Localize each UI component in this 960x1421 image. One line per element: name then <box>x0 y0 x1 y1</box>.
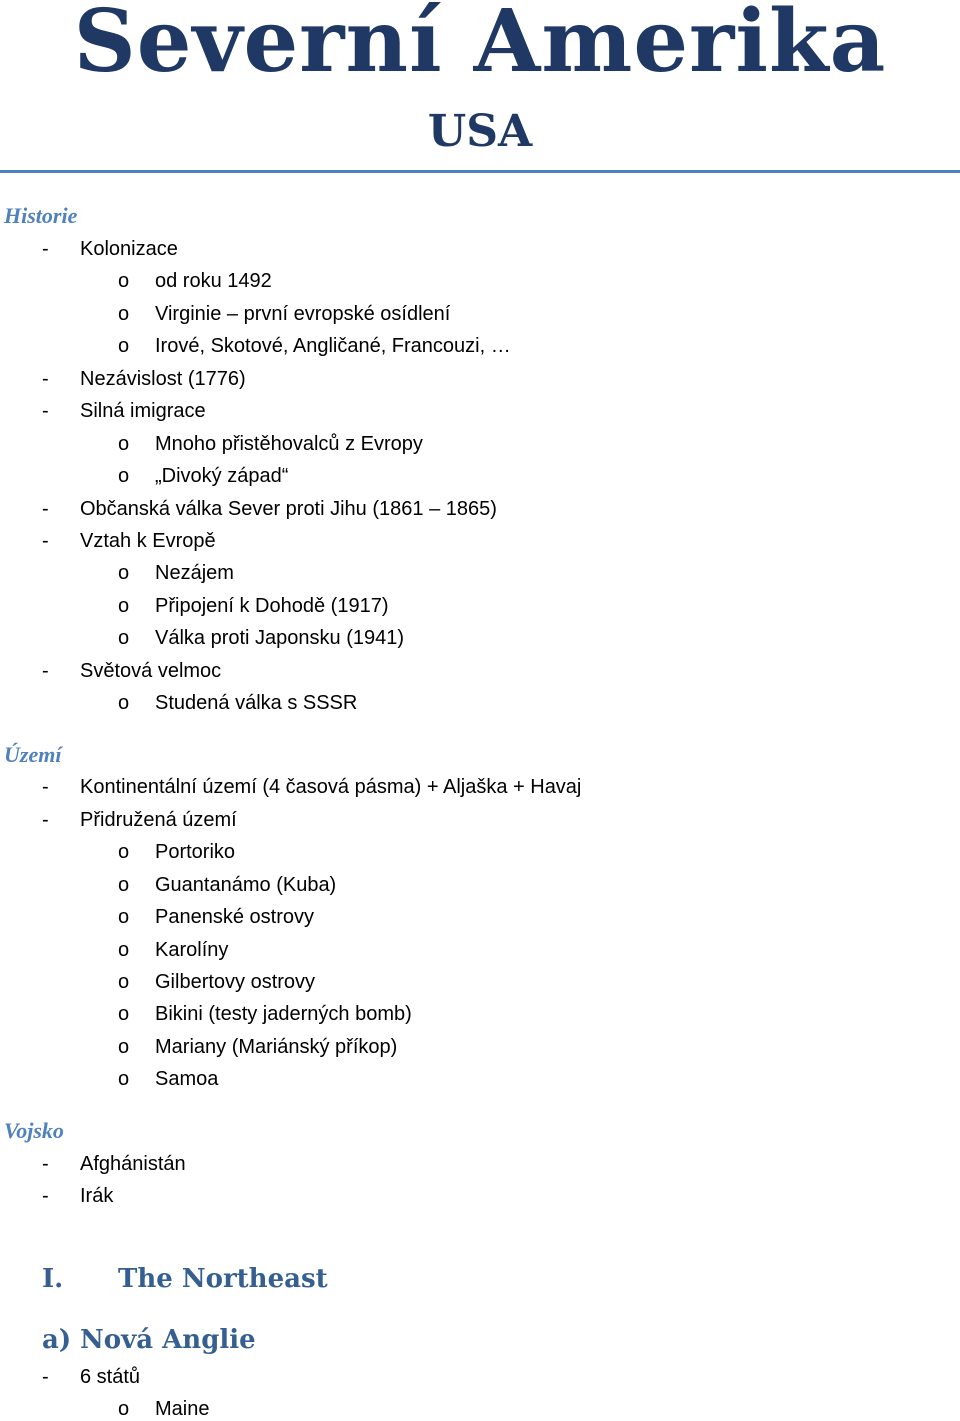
list-item: Občanská válka Sever proti Jihu (1861 – 1865) <box>80 498 497 520</box>
circle-bullet: o <box>118 270 130 292</box>
heading-nova-anglie: Nová Anglie <box>80 1325 256 1355</box>
circle-bullet: o <box>118 906 130 928</box>
document-subtitle: USA <box>427 106 533 157</box>
circle-bullet: o <box>118 1003 130 1025</box>
sub-list-item: Mariany (Mariánský příkop) <box>155 1036 398 1058</box>
circle-bullet: o <box>118 335 130 357</box>
list-item: Přidružená území <box>80 809 237 831</box>
circle-bullet: o <box>118 841 130 863</box>
list-item: Afghánistán <box>80 1153 186 1175</box>
dash-bullet: - <box>42 809 49 831</box>
circle-bullet: o <box>118 465 130 487</box>
list-item: Silná imigrace <box>80 400 206 422</box>
dash-bullet: - <box>42 498 49 520</box>
sub-list-item: Karolíny <box>155 939 229 961</box>
sub-list-item: od roku 1492 <box>155 270 272 292</box>
sub-list-item: Mnoho přistěhovalců z Evropy <box>155 433 423 455</box>
sub-list-item: Nezájem <box>155 562 234 584</box>
sub-list-item: Samoa <box>155 1068 219 1090</box>
list-item: Světová velmoc <box>80 660 222 682</box>
sub-list-item: „Divoký západ“ <box>155 465 289 487</box>
list-item: 6 států <box>80 1366 141 1388</box>
title-divider <box>0 170 960 173</box>
sub-list-item: Irové, Skotové, Angličané, Francouzi, … <box>155 335 511 357</box>
section-heading-historie: Historie <box>4 203 78 228</box>
sub-list-item: Válka proti Japonsku (1941) <box>155 627 405 649</box>
list-item: Irák <box>80 1185 114 1207</box>
sub-list-item: Připojení k Dohodě (1917) <box>155 595 389 617</box>
dash-bullet: - <box>42 1153 49 1175</box>
circle-bullet: o <box>118 1398 130 1420</box>
sub-list-item: Portoriko <box>155 841 236 863</box>
dash-bullet: - <box>42 530 49 552</box>
circle-bullet: o <box>118 303 130 325</box>
dash-bullet: - <box>42 368 49 390</box>
heading-northeast: The Northeast <box>118 1264 328 1294</box>
dash-bullet: - <box>42 238 49 260</box>
dash-bullet: - <box>42 1366 49 1388</box>
sub-list-item: Guantanámo (Kuba) <box>155 874 337 896</box>
dash-bullet: - <box>42 400 49 422</box>
circle-bullet: o <box>118 692 130 714</box>
list-item: Kolonizace <box>80 238 178 260</box>
circle-bullet: o <box>118 939 130 961</box>
list-item: Vztah k Evropě <box>80 530 216 552</box>
circle-bullet: o <box>118 595 130 617</box>
sub-list-item: Virginie – první evropské osídlení <box>155 303 451 325</box>
section-heading-uzemi: Území <box>4 742 62 767</box>
circle-bullet: o <box>118 874 130 896</box>
dash-bullet: - <box>42 776 49 798</box>
sub-list-item: Bikini (testy jaderných bomb) <box>155 1003 412 1025</box>
circle-bullet: o <box>118 433 130 455</box>
list-item: Nezávislost (1776) <box>80 368 246 390</box>
circle-bullet: o <box>118 971 130 993</box>
list-item: Kontinentální území (4 časová pásma) + Aljaška + Havaj <box>80 776 582 798</box>
sub-list-item: Gilbertovy ostrovy <box>155 971 316 993</box>
section-heading-vojsko: Vojsko <box>4 1118 64 1143</box>
dash-bullet: - <box>42 660 49 682</box>
circle-bullet: o <box>118 1068 130 1090</box>
circle-bullet: o <box>118 562 130 584</box>
sub-list-item: Studená válka s SSSR <box>155 692 358 714</box>
document-title: Severní Amerika <box>73 0 887 92</box>
circle-bullet: o <box>118 627 130 649</box>
heading-letter: a) <box>42 1325 72 1355</box>
dash-bullet: - <box>42 1185 49 1207</box>
sub-list-item: Panenské ostrovy <box>155 906 314 928</box>
sub-list-item: Maine <box>155 1398 210 1420</box>
circle-bullet: o <box>118 1036 130 1058</box>
heading-number: I. <box>42 1264 64 1294</box>
